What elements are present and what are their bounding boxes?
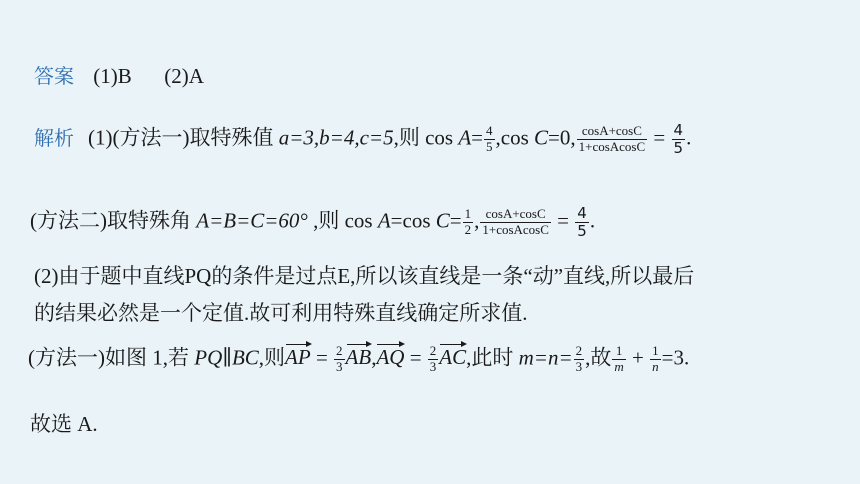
method2-text: (方法二)取特殊角	[30, 208, 197, 233]
fraction-expression: $\frac{\cos A+\cos C}{\text{1+cosAcosC}}$	[482, 206, 549, 238]
result: =3.	[661, 345, 690, 370]
fraction-1-n: $\frac{1}{n}$	[652, 343, 659, 374]
period: .	[686, 125, 692, 150]
var-C: C	[435, 208, 450, 233]
answer-part1: (1)B	[93, 64, 132, 88]
plus: +	[626, 345, 650, 370]
equals: =	[404, 345, 427, 370]
answer-part2: (2)A	[164, 64, 204, 88]
fraction-expression: $\frac{\cos A+\cos C}{\text{1+cosAcosC}}$	[578, 123, 646, 155]
equals-zero: =0,	[548, 125, 576, 150]
fraction-2-3: $\frac{2}{3}$	[575, 343, 583, 374]
part2-line1: (2)由于题中直线PQ的条件是过点E,所以该直线是一条“动”直线,所以最后	[34, 264, 695, 288]
equals: =	[310, 345, 334, 370]
fraction-half: $\frac{1}{2}$	[464, 206, 472, 238]
var-A: A	[458, 125, 472, 150]
equals-cos: =cos	[390, 208, 436, 233]
cos-text: ,cos	[495, 125, 534, 150]
conclusion: 故选 A.	[30, 412, 98, 436]
special-angles: A=B=C=60°	[196, 208, 308, 233]
equals: =	[471, 125, 483, 150]
fraction-1-m: $\frac{1}{m}$	[614, 343, 624, 374]
fraction-2-3: $\frac{2}{3}$	[429, 343, 437, 374]
parallel-lines: PQ∥BC	[194, 345, 259, 370]
then-text: ,则	[258, 345, 286, 370]
comma: ,	[371, 345, 377, 370]
analysis-line	[34, 122, 691, 158]
m-equals-n: m=n=	[518, 345, 573, 370]
vector-AC: AC	[439, 345, 467, 370]
method1b-line	[28, 344, 689, 375]
answer-line	[34, 66, 204, 87]
equals: =	[551, 208, 575, 233]
at-this-time: ,此时	[466, 345, 519, 370]
period: .	[589, 208, 596, 233]
fraction-2-3: $\frac{2}{3}$	[336, 343, 343, 374]
part2-line2: 的结果必然是一个定值.故可利用特殊直线确定所求值.	[34, 301, 528, 325]
fraction-4-5: $\frac{4}{5}$	[486, 123, 493, 155]
equals: =	[648, 125, 671, 150]
analysis-label: 解析	[34, 125, 74, 150]
method1b-text: (方法一)如图 1,若	[28, 345, 195, 370]
comma: ,	[474, 208, 480, 233]
vector-AB: AB	[345, 345, 372, 370]
hence-text: ,故	[585, 345, 612, 370]
method2-line	[30, 205, 595, 241]
fraction-result: $\frac{4}{5}$	[577, 204, 587, 241]
equals: =	[449, 208, 462, 233]
then-text: ,则 cos	[393, 125, 459, 150]
special-values: a=3,b=4,c=5	[278, 125, 394, 150]
vector-AP: AP	[285, 345, 311, 370]
fraction-result: $\frac{4}{5}$	[673, 121, 684, 158]
vector-AQ: AQ	[376, 345, 405, 370]
var-C: C	[534, 125, 549, 150]
answer-label: 答案	[34, 64, 74, 88]
then-text: ,则 cos	[307, 208, 378, 233]
var-A: A	[377, 208, 391, 233]
analysis-text: (1)(方法一)取特殊值	[88, 125, 279, 150]
